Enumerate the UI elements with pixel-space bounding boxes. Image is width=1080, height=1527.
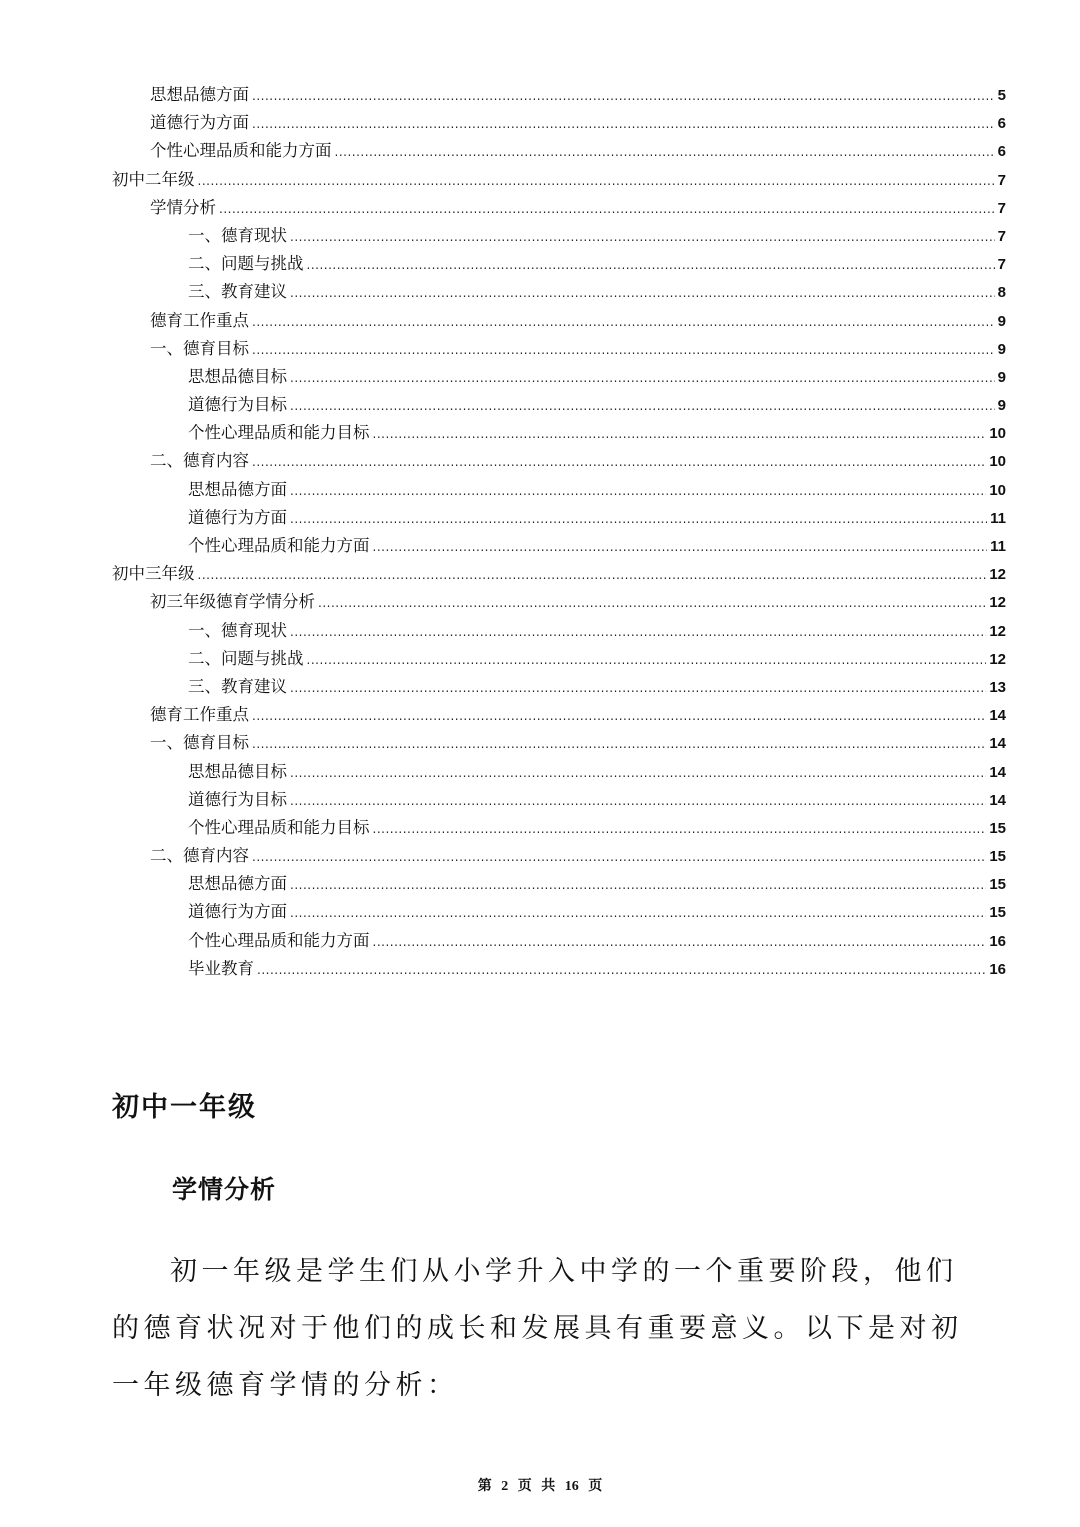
toc-dot-leader (252, 82, 995, 110)
toc-entry-page: 12 (989, 650, 1006, 668)
toc-dot-leader (290, 505, 987, 533)
toc-dot-leader (290, 618, 986, 646)
toc-entry[interactable] (0, 673, 1080, 701)
toc-dot-leader (307, 646, 987, 674)
toc-entry[interactable] (0, 645, 1080, 673)
toc-entry-title: 三、教育建议 (188, 676, 287, 696)
toc-entry[interactable] (0, 335, 1080, 363)
toc-entry-page: 12 (989, 594, 1006, 612)
toc-entry[interactable] (0, 222, 1080, 250)
toc-entry[interactable] (0, 476, 1080, 504)
toc-entry-page: 7 (997, 171, 1006, 189)
toc-entry[interactable] (0, 250, 1080, 278)
toc-dot-leader (252, 336, 995, 364)
toc-entry-title: 二、德育内容 (150, 451, 249, 471)
toc-entry-title: 一、德育现状 (188, 620, 287, 640)
toc-dot-leader (252, 702, 986, 730)
toc-entry[interactable] (0, 729, 1080, 757)
toc-entry[interactable] (0, 447, 1080, 475)
toc-dot-leader (252, 730, 986, 758)
toc-entry-title: 二、问题与挑战 (188, 648, 304, 668)
toc-entry-page: 15 (989, 848, 1006, 866)
toc-entry-title: 思想品德方面 (150, 85, 249, 104)
table-of-contents (0, 81, 1080, 983)
toc-entry-page: 12 (989, 566, 1006, 584)
toc-dot-leader (373, 533, 988, 561)
toc-entry[interactable] (0, 504, 1080, 532)
toc-entry-title: 三、教育建议 (188, 282, 287, 302)
toc-entry-page: 14 (989, 763, 1006, 781)
toc-entry-title: 道德行为方面 (188, 902, 287, 922)
toc-dot-leader (290, 759, 986, 787)
toc-entry[interactable] (0, 870, 1080, 898)
toc-entry[interactable] (0, 307, 1080, 335)
toc-entry-page: 11 (990, 509, 1006, 527)
toc-dot-leader (290, 392, 995, 420)
toc-entry[interactable] (0, 927, 1080, 955)
toc-entry-title: 一、德育现状 (188, 225, 287, 245)
toc-entry-page: 11 (990, 538, 1006, 555)
toc-dot-leader (373, 420, 987, 448)
toc-entry-page: 9 (997, 340, 1006, 358)
toc-dot-leader (252, 448, 986, 476)
toc-entry-page: 7 (997, 199, 1006, 217)
toc-entry-title: 二、德育内容 (150, 846, 249, 866)
toc-entry-title: 一、德育目标 (150, 733, 249, 753)
section-heading: 初中一年级 (112, 1092, 257, 1123)
toc-entry[interactable] (0, 588, 1080, 616)
toc-dot-leader (290, 364, 995, 392)
toc-dot-leader (290, 223, 995, 251)
toc-entry-title: 道德行为方面 (188, 507, 287, 527)
toc-entry-page: 6 (997, 115, 1006, 133)
toc-entry-page: 9 (997, 312, 1006, 330)
toc-entry-page: 15 (989, 876, 1006, 894)
toc-entry[interactable] (0, 898, 1080, 926)
toc-entry-title: 思想品德目标 (188, 366, 287, 386)
toc-entry-page: 7 (997, 256, 1006, 274)
page-footer: 第 2 页 共 16 页 (477, 1479, 603, 1494)
toc-entry[interactable] (0, 194, 1080, 222)
toc-entry-title: 个性心理品质和能力目标 (188, 423, 370, 443)
toc-entry-title: 一、德育目标 (150, 338, 249, 358)
toc-entry-title: 初中二年级 (112, 169, 195, 189)
toc-dot-leader (290, 871, 986, 899)
toc-entry-page: 14 (989, 791, 1006, 809)
toc-entry[interactable] (0, 842, 1080, 870)
toc-entry-title: 思想品德方面 (188, 479, 287, 499)
toc-dot-leader (373, 928, 987, 956)
toc-entry-title: 道德行为目标 (188, 395, 287, 415)
toc-dot-leader (198, 167, 995, 195)
toc-entry-page: 15 (989, 904, 1006, 922)
toc-entry[interactable] (0, 363, 1080, 391)
toc-dot-leader (198, 561, 987, 589)
toc-entry-title: 德育工作重点 (150, 310, 249, 330)
toc-entry-page: 10 (989, 425, 1006, 443)
toc-entry[interactable] (0, 955, 1080, 983)
toc-entry-title: 毕业教育 (188, 958, 254, 978)
toc-entry[interactable] (0, 166, 1080, 194)
toc-entry-page: 14 (989, 735, 1006, 753)
toc-dot-leader (252, 308, 995, 336)
toc-entry-page: 10 (989, 453, 1006, 471)
toc-entry-title: 道德行为目标 (188, 789, 287, 809)
toc-entry-page: 12 (989, 622, 1006, 640)
toc-entry-title: 德育工作重点 (150, 705, 249, 725)
toc-entry[interactable] (0, 532, 1080, 560)
toc-entry[interactable] (0, 419, 1080, 447)
toc-entry[interactable] (0, 278, 1080, 306)
toc-entry-title: 思想品德方面 (188, 874, 287, 894)
toc-entry[interactable] (0, 81, 1080, 109)
toc-entry-title: 初三年级德育学情分析 (150, 592, 315, 612)
toc-dot-leader (335, 138, 995, 166)
toc-entry[interactable] (0, 137, 1080, 165)
toc-dot-leader (290, 674, 986, 702)
toc-entry-page: 9 (997, 368, 1006, 386)
section-subheading: 学情分析 (172, 1175, 277, 1204)
toc-entry-title: 个性心理品质和能力目标 (188, 817, 370, 837)
toc-entry-title: 二、问题与挑战 (188, 254, 304, 274)
toc-dot-leader (257, 956, 986, 984)
toc-entry[interactable] (0, 391, 1080, 419)
toc-entry-page: 7 (997, 227, 1006, 245)
toc-dot-leader (290, 787, 986, 815)
toc-entry[interactable] (0, 786, 1080, 814)
toc-dot-leader (219, 195, 995, 223)
toc-entry-title: 个性心理品质和能力方面 (188, 536, 370, 555)
toc-dot-leader (290, 899, 986, 927)
toc-entry-title: 思想品德目标 (188, 761, 287, 781)
toc-entry-title: 学情分析 (150, 197, 216, 217)
toc-entry-page: 8 (997, 284, 1006, 302)
toc-entry[interactable] (0, 814, 1080, 842)
toc-entry-page: 13 (989, 678, 1006, 696)
toc-dot-leader (373, 815, 987, 843)
toc-entry-page: 9 (997, 397, 1006, 415)
toc-entry-page: 14 (989, 707, 1006, 725)
toc-entry-page: 10 (989, 481, 1006, 499)
toc-entry-page: 5 (997, 87, 1006, 104)
toc-entry[interactable] (0, 109, 1080, 137)
toc-entry-title: 道德行为方面 (150, 113, 249, 133)
toc-entry-page: 15 (989, 819, 1006, 837)
toc-entry-title: 个性心理品质和能力方面 (188, 930, 370, 950)
toc-entry-title: 个性心理品质和能力方面 (150, 141, 332, 161)
toc-entry[interactable] (0, 560, 1080, 588)
toc-entry-page: 6 (997, 143, 1006, 161)
toc-dot-leader (290, 279, 995, 307)
toc-entry-page: 16 (989, 960, 1006, 978)
toc-dot-leader (252, 843, 986, 871)
toc-entry[interactable] (0, 701, 1080, 729)
toc-dot-leader (290, 477, 986, 505)
toc-dot-leader (252, 110, 995, 138)
toc-dot-leader (307, 251, 995, 279)
toc-entry-title: 初中三年级 (112, 564, 195, 584)
toc-entry[interactable] (0, 617, 1080, 645)
body-paragraph: 初一年级是学生们从小学升入中学的一个重要阶段，他们的德育状况对于他们的成长和发展具有重要意义。以下是对初一年级德育学情的分析： (112, 1256, 963, 1401)
toc-dot-leader (318, 589, 986, 617)
toc-entry-page: 16 (989, 932, 1006, 950)
toc-entry[interactable] (0, 758, 1080, 786)
